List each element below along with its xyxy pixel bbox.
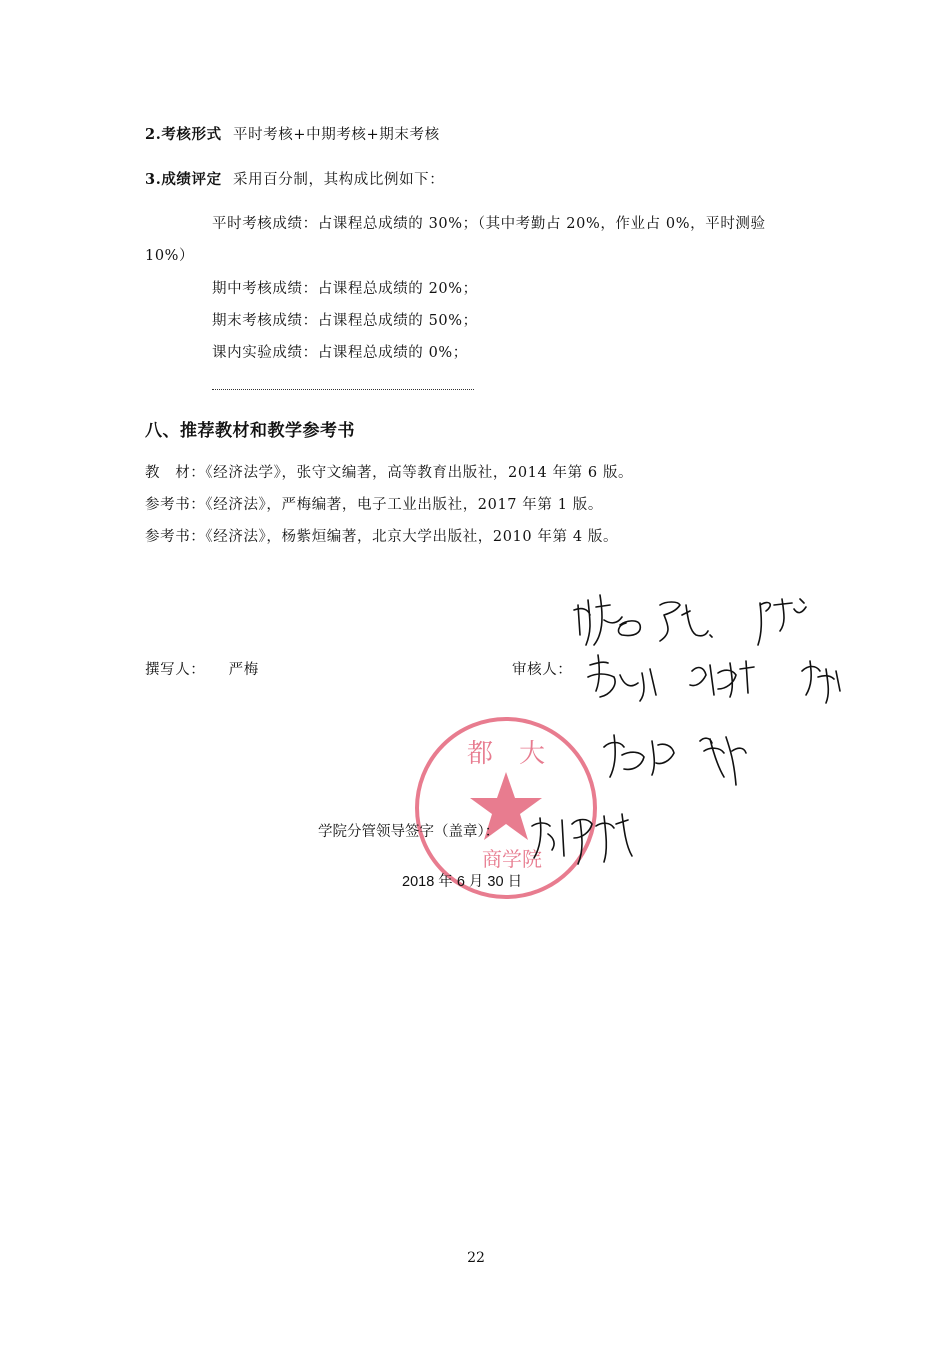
assessment-form-text: 平时考核+中期考核+期末考核	[232, 127, 440, 143]
grade-text: 采用百分制，其构成比例如下：	[232, 172, 445, 188]
reference-line-1: 参考书：《经济法》，严梅编著，电子工业出版社，2017 年第 1 版。	[145, 497, 603, 513]
reference-line-2: 参考书：《经济法》，杨紫烜编著，北京大学出版社，2010 年第 4 版。	[145, 529, 619, 545]
seal-top-text: 都 大	[466, 739, 546, 769]
grade-item-lab: 课内实验成绩：占课程总成绩的 0%；	[212, 345, 468, 361]
grade-item-regular: 平时考核成绩：占课程总成绩的 30%；（其中考勤占 20%，作业占 0%，平时测验	[212, 216, 766, 232]
assessment-form-line	[145, 125, 440, 145]
writer-line	[145, 660, 259, 680]
page-number: 22	[467, 1250, 485, 1266]
grade-label: 3.成绩评定	[145, 171, 222, 188]
reviewer-signatures	[560, 565, 860, 795]
writer-label: 撰写人：	[145, 662, 206, 678]
grade-item-final: 期末考核成绩：占课程总成绩的 50%；	[212, 313, 478, 329]
section-title: 八、推荐教材和教学参考书	[145, 421, 355, 441]
reviewer-label: 审核人：	[512, 662, 573, 678]
signing-date: 2018 年 6 月 30 日	[402, 874, 523, 890]
textbook-line: 教 材：《经济法学》，张守文编著，高等教育出版社，2014 年第 6 版。	[145, 465, 634, 481]
writer-name: 严梅	[228, 662, 259, 678]
leader-label: 学院分管领导签字（盖章）：	[318, 824, 500, 840]
assessment-form-label: 2.考核形式	[145, 126, 222, 143]
leader-signature	[520, 800, 660, 870]
dotted-divider	[212, 389, 474, 390]
grade-line	[145, 170, 444, 190]
grade-item-midterm: 期中考核成绩：占课程总成绩的 20%；	[212, 281, 478, 297]
seal-bottom-text: 商学院	[482, 847, 542, 871]
grade-item-regular-cont: 10%）	[145, 248, 195, 264]
